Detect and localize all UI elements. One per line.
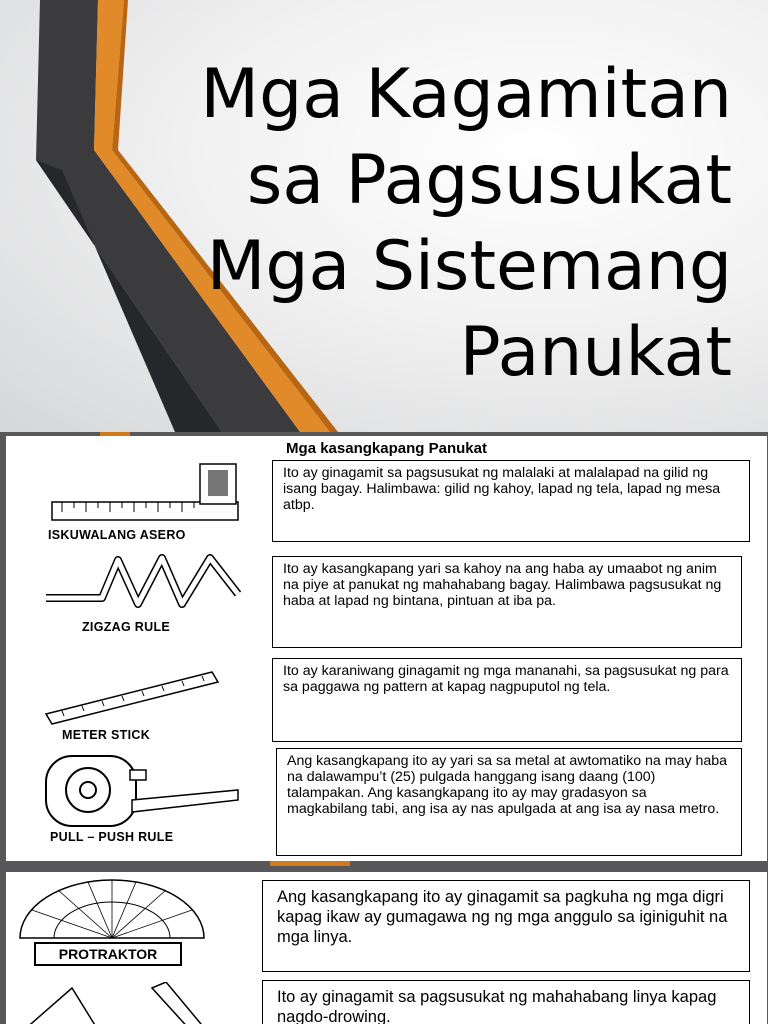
title-line-3: Mga Sistemang <box>206 227 732 306</box>
carpenter-square-icon <box>50 462 240 524</box>
meter-stick-icon <box>42 668 222 726</box>
title-slide <box>0 0 768 432</box>
title-line-1: Mga Kagamitan <box>200 55 732 134</box>
protractor-label: PROTRAKTOR <box>34 942 182 966</box>
protractor-desc: Ang kasangkapang ito ay ginagamit sa pagkuha ng mga digri kapag ikaw ay gumagawa ng ng mga anggulo sa iginiguhit na mga linya. <box>262 880 750 972</box>
title-line-2: sa Pagsusukat <box>246 141 732 220</box>
zigzag-rule-icon <box>42 554 246 612</box>
panel-heading: Mga kasangkapang Panukat <box>286 440 487 457</box>
tool-desc-4: Ang kasangkapang ito ay yari sa sa metal at awtomatiko na may haba na dalawampu’t (25) pulgada hanggang isang daang (100) talampakan. Ang kasangkapang ito ay may gradasyon sa magkabilang tabi, ang isa ay nas apulgada at ang isa ay nasa metro. <box>276 748 742 856</box>
slide-title <box>172 52 732 396</box>
tool-desc-2: Ito ay kasangkapang yari sa kahoy na ang haba ay umaabot ng anim na piye at panukat ng mahahabang bagay. Halimbawa pagsusukat ng haba at lapad ng bintana, pintuan at iba pa. <box>272 556 742 648</box>
tools-slide-2 <box>0 868 768 1024</box>
tools-slide <box>0 432 768 868</box>
tools-panel-2 <box>6 872 767 1024</box>
tool-label-pull-push-rule: PULL – PUSH RULE <box>50 830 174 844</box>
tool-desc-3: Ito ay karaniwang ginagamit ng mga mananahi, sa pagsusukat ng para sa paggawa ng pattern at kapag nagpuputol ng tela. <box>272 658 742 742</box>
tool-label-zigzag-rule: ZIGZAG RULE <box>82 620 171 634</box>
ruler-desc: Ito ay ginagamit sa pagsusukat ng mahahabang linya kapag nagdo-drowing. <box>262 980 750 1024</box>
tool-label-iskuwalang-asero: ISKUWALANG ASERO <box>48 528 186 542</box>
title-line-4: Panukat <box>459 313 732 392</box>
triangle-rulers-icon <box>16 982 216 1024</box>
tape-measure-icon <box>42 750 242 830</box>
protractor-icon <box>14 878 210 942</box>
tool-desc-1: Ito ay ginagamit sa pagsusukat ng malalaki at malalapad na gilid ng isang bagay. Halimbawa: gilid ng kahoy, lapad ng tela, lapad ng mesa atbp. <box>272 460 750 542</box>
tool-label-meter-stick: METER STICK <box>62 728 151 742</box>
tools-panel <box>6 436 767 861</box>
